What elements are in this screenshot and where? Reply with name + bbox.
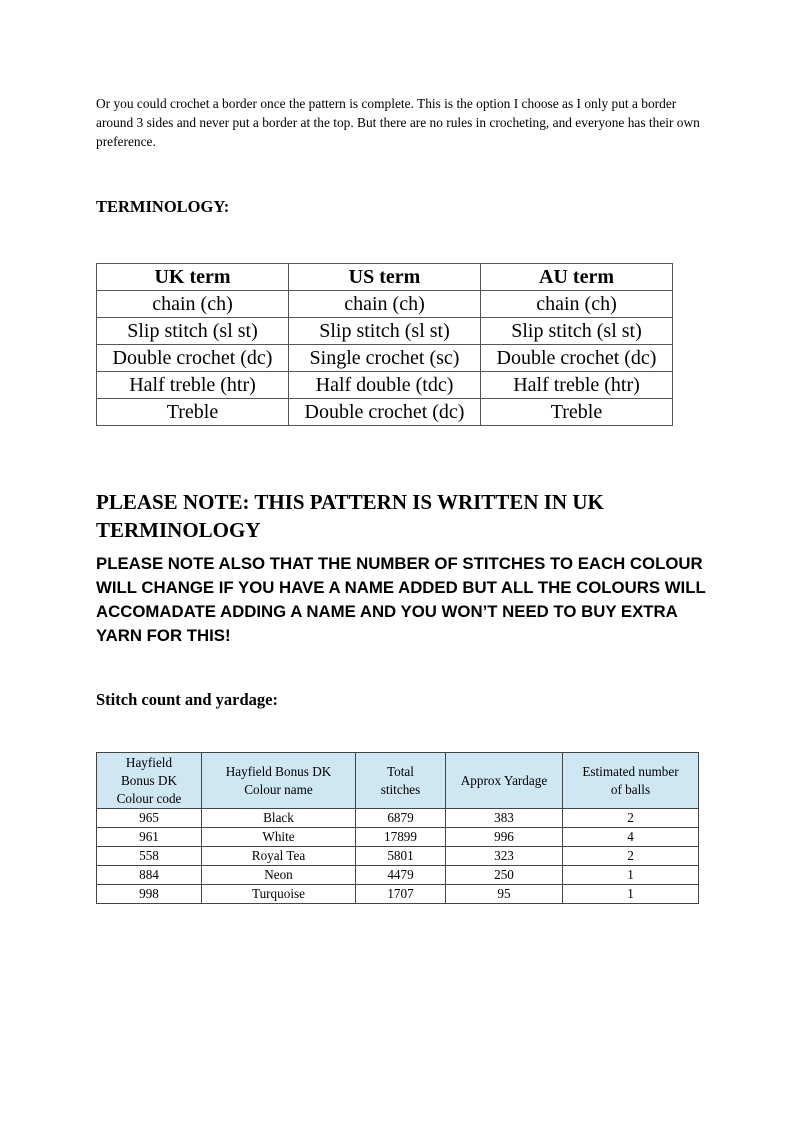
yardage-cell: 323 bbox=[446, 847, 563, 866]
us-term-cell: Single crochet (sc) bbox=[289, 345, 481, 372]
yarn-header-row bbox=[97, 753, 699, 809]
name-stitch-note: PLEASE NOTE ALSO THAT THE NUMBER OF STITCHES TO EACH COLOUR WILL CHANGE IF YOU HAVE A NAME ADDED BUT ALL THE COLOURS WILL ACCOMADATE ADDING A NAME AND YOU WON’T NEED TO BUY EXTRA YARN FOR THIS! bbox=[96, 554, 706, 645]
us-term-cell: Double crochet (dc) bbox=[289, 399, 481, 426]
colour-code-cell: 558 bbox=[97, 847, 202, 866]
table-row bbox=[97, 399, 673, 426]
yardage-cell: 250 bbox=[446, 866, 563, 885]
uk-term-cell: Half treble (htr) bbox=[97, 372, 289, 399]
terminology-header-row bbox=[97, 264, 673, 291]
au-term-cell: Half treble (htr) bbox=[481, 372, 673, 399]
yardage-cell: 996 bbox=[446, 828, 563, 847]
colour-name-cell: Neon bbox=[202, 866, 356, 885]
table-row bbox=[97, 809, 699, 828]
uk-term-header: UK term bbox=[97, 264, 289, 291]
table-row bbox=[97, 318, 673, 345]
total-stitches-cell: 5801 bbox=[356, 847, 446, 866]
table-row bbox=[97, 866, 699, 885]
table-row bbox=[97, 847, 699, 866]
uk-term-cell: Slip stitch (sl st) bbox=[97, 318, 289, 345]
us-term-cell: Slip stitch (sl st) bbox=[289, 318, 481, 345]
colour-name-cell: White bbox=[202, 828, 356, 847]
total-stitches-cell: 17899 bbox=[356, 828, 446, 847]
table-row bbox=[97, 885, 699, 904]
colour-code-cell: 965 bbox=[97, 809, 202, 828]
colour-code-cell: 998 bbox=[97, 885, 202, 904]
balls-cell: 1 bbox=[563, 866, 699, 885]
au-term-cell: Slip stitch (sl st) bbox=[481, 318, 673, 345]
yardage-cell: 95 bbox=[446, 885, 563, 904]
us-term-cell: chain (ch) bbox=[289, 291, 481, 318]
colour-name-cell: Turquoise bbox=[202, 885, 356, 904]
stitch-count-heading: Stitch count and yardage: bbox=[96, 690, 278, 709]
colour-code-cell: 884 bbox=[97, 866, 202, 885]
uk-terminology-note: PLEASE NOTE: THIS PATTERN IS WRITTEN IN UK TERMINOLOGY bbox=[96, 490, 604, 542]
table-row bbox=[97, 291, 673, 318]
au-term-header: AU term bbox=[481, 264, 673, 291]
au-term-cell: Treble bbox=[481, 399, 673, 426]
us-term-header: US term bbox=[289, 264, 481, 291]
uk-term-cell: Double crochet (dc) bbox=[97, 345, 289, 372]
balls-cell: 4 bbox=[563, 828, 699, 847]
colour-name-cell: Black bbox=[202, 809, 356, 828]
terminology-heading: TERMINOLOGY: bbox=[96, 197, 230, 216]
colour-name-header: Hayfield Bonus DK Colour name bbox=[202, 753, 356, 809]
uk-term-cell: Treble bbox=[97, 399, 289, 426]
colour-code-cell: 961 bbox=[97, 828, 202, 847]
au-term-cell: chain (ch) bbox=[481, 291, 673, 318]
total-stitches-cell: 1707 bbox=[356, 885, 446, 904]
table-row bbox=[97, 828, 699, 847]
balls-cell: 2 bbox=[563, 809, 699, 828]
yardage-cell: 383 bbox=[446, 809, 563, 828]
intro-paragraph: Or you could crochet a border once the pattern is complete. This is the option I choose as I only put a border around 3 sides and never put a border at the top. But there are no rules in crocheting, and everyone has their own preference. bbox=[96, 96, 700, 149]
table-row bbox=[97, 372, 673, 399]
total-stitches-cell: 6879 bbox=[356, 809, 446, 828]
approx-yardage-header: Approx Yardage bbox=[446, 753, 563, 809]
terminology-table bbox=[96, 263, 673, 426]
yarn-table bbox=[96, 752, 699, 904]
table-row bbox=[97, 345, 673, 372]
colour-code-header: Hayfield Bonus DK Colour code bbox=[97, 753, 202, 809]
total-stitches-cell: 4479 bbox=[356, 866, 446, 885]
au-term-cell: Double crochet (dc) bbox=[481, 345, 673, 372]
colour-name-cell: Royal Tea bbox=[202, 847, 356, 866]
uk-term-cell: chain (ch) bbox=[97, 291, 289, 318]
balls-header: Estimated number of balls bbox=[563, 753, 699, 809]
balls-cell: 1 bbox=[563, 885, 699, 904]
total-stitches-header: Total stitches bbox=[356, 753, 446, 809]
balls-cell: 2 bbox=[563, 847, 699, 866]
us-term-cell: Half double (tdc) bbox=[289, 372, 481, 399]
